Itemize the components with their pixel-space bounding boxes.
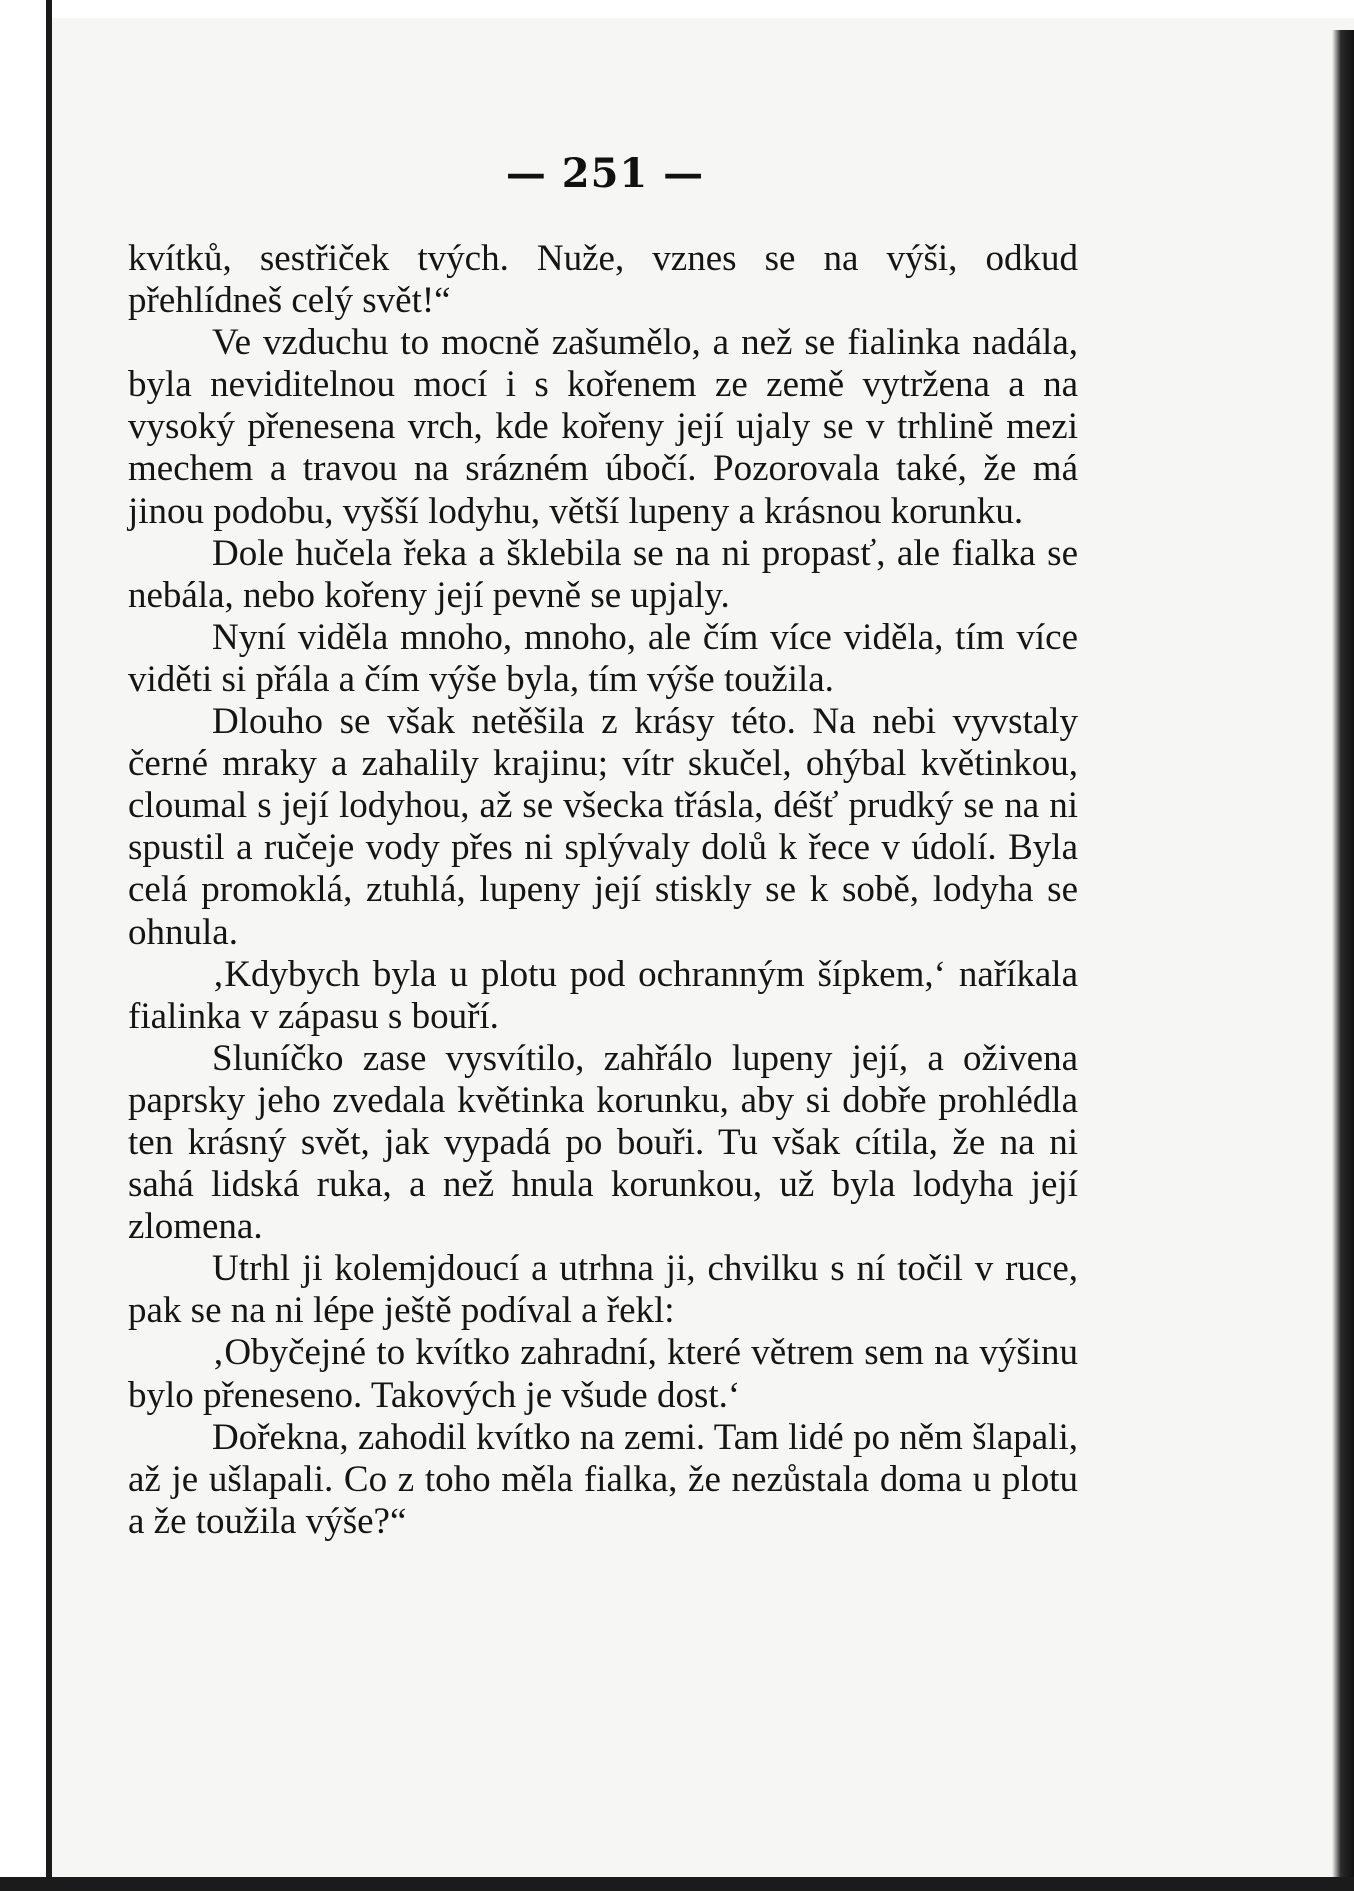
paragraph: Ve vzduchu to mocně zašumělo, a než se fialinka nadála, byla neviditelnou mocí i s kořenem ze země vytržena a na vysoký přenesena vrch, kde kořeny její ujaly se v trhlině mezi mechem a travou na srázném úbočí. Pozorovala také, že má jinou podobu, vyšší lodyhu, větší lupeny a krásnou korunku. [128, 322, 1078, 532]
paragraph: Dlouho se však netěšila z krásy této. Na nebi vyvstaly černé mraky a zahalily krajinu; vítr skučel, ohýbal květinkou, cloumal s její lodyhou, až se všecka třásla, déšť prudký se na ni spustil a ručeje vody přes ni splývaly dolů k řece v údolí. Byla celá promoklá, ztuhlá, lupeny její stiskly se k sobě, lodyha se ohnula. [128, 701, 1078, 953]
body-text [128, 238, 1078, 1543]
page-left-binding-edge [0, 0, 52, 1891]
paragraph: Sluníčko zase vysvítilo, zahřálo lupeny její, a oživena paprsky jeho zvedala květinka korunku, aby si dobře prohlédla ten krásný svět, jak vypadá po bouři. Tu však cítila, že na ni sahá lidská ruka, a než hnula korunkou, už byla lodyha její zlomena. [128, 1037, 1078, 1248]
paragraph: ‚Obyčejné to kvítko zahradní, které větrem sem na výšinu bylo přeneseno. Takových je všude dost.‘ [128, 1332, 1078, 1416]
paragraph: Dole hučela řeka a šklebila se na ni propasť, ale fialka se nebála, nebo kořeny její pevně se upjaly. [128, 532, 1078, 616]
paragraph: Nyní viděla mnoho, mnoho, ale čím více viděla, tím více viděti si přála a čím výše byla, tím výše toužila. [128, 616, 1078, 700]
paragraph: Dořekna, zahodil kvítko na zemi. Tam lidé po něm šlapali, až je ušlapali. Co z toho měla fialka, že nezůstala doma u plotu a že toužila výše?“ [128, 1416, 1078, 1542]
page-top-margin [52, 0, 1354, 18]
page-bottom-shadow-edge [0, 1877, 1354, 1891]
page-number: — 251 — [505, 150, 705, 197]
paragraph: ‚Kdybych byla u plotu pod ochranným šípkem,‘ naříkala fialinka v zápasu s bouří. [128, 953, 1078, 1037]
page-right-shadow-edge [1332, 30, 1354, 1891]
paragraph: Utrhl ji kolemjdoucí a utrhna ji, chvilku s ní točil v ruce, pak se na ni lépe ještě podíval a řekl: [128, 1248, 1078, 1332]
paragraph: kvítků, sestřiček tvých. Nuže, vznes se na výši, odkud přehlídneš celý svět!“ [128, 238, 1078, 322]
